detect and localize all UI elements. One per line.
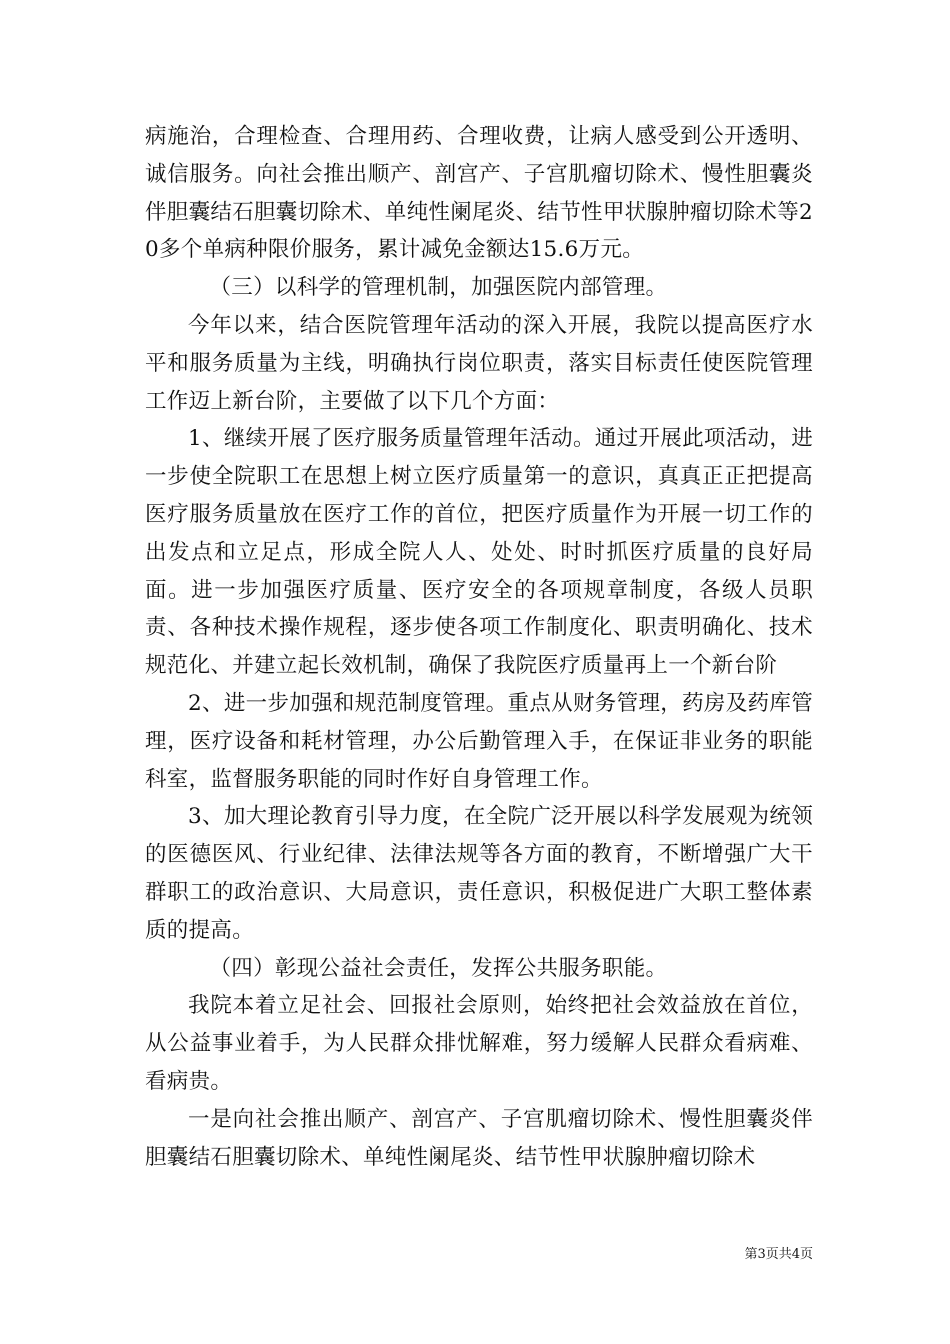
paragraph-intro: 今年以来，结合医院管理年活动的深入开展，我院以提高医疗水平和服务质量为主线，明确执行岗位职责，落实目标责任使医院管理工作迈上新台阶，主要做了以下几个方面：: [145, 312, 813, 414]
document-body: [145, 118, 813, 1176]
section-heading-3: （三）以科学的管理机制，加强医院内部管理。: [209, 275, 668, 301]
paragraph-item-3: 3、加大理论教育引导力度，在全院广泛开展以科学发展观为统领的医德医风、行业纪律、法律法规等各方面的教育，不断增强广大干群职工的政治意识、大局意识，责任意识，积极促进广大职工整体素质的提高。: [145, 804, 813, 943]
section-heading-4: （四）彰现公益社会责任，发挥公共服务职能。: [209, 955, 668, 981]
paragraph-point-1: 一是向社会推出顺产、剖宫产、子宫肌瘤切除术、慢性胆囊炎伴胆囊结石胆囊切除术、单纯性阑尾炎、结节性甲状腺肿瘤切除术: [145, 1106, 813, 1170]
paragraph-public-service: 我院本着立足社会、回报社会原则，始终把社会效益放在首位，从公益事业着手，为人民群众排忧解难，努力缓解人民群众看病难、看病贵。: [145, 993, 813, 1094]
paragraph-item-2: 2、进一步加强和规范制度管理。重点从财务管理，药房及药库管理，医疗设备和耗材管理，办公后勤管理入手，在保证非业务的职能科室，监督服务职能的同时作好自身管理工作。: [145, 690, 813, 792]
paragraph-continuation: 病施治，合理检查、合理用药、合理收费，让病人感受到公开透明、诚信服务。向社会推出顺产、剖宫产、子宫肌瘤切除术、慢性胆囊炎伴胆囊结石胆囊切除术、单纯性阑尾炎、结节性甲状腺肿瘤切除术等20多个单病种限价服务，累计减免金额达15.6万元。: [145, 124, 813, 263]
page-number: 第3页共4页: [744, 1247, 813, 1262]
paragraph-item-1: 1、继续开展了医疗服务质量管理年活动。通过开展此项活动，进一步使全院职工在思想上树立医疗质量第一的意识，真真正正把提高医疗服务质量放在医疗工作的首位，把医疗质量作为开展一切工作的出发点和立足点，形成全院人人、处处、时时抓医疗质量的良好局面。进一步加强医疗质量、医疗安全的各项规章制度，各级人员职责、各种技术操作规程，逐步使各项工作制度化、职责明确化、技术规范化、并建立起长效机制，确保了我院医疗质量再上一个新台阶: [145, 426, 813, 679]
